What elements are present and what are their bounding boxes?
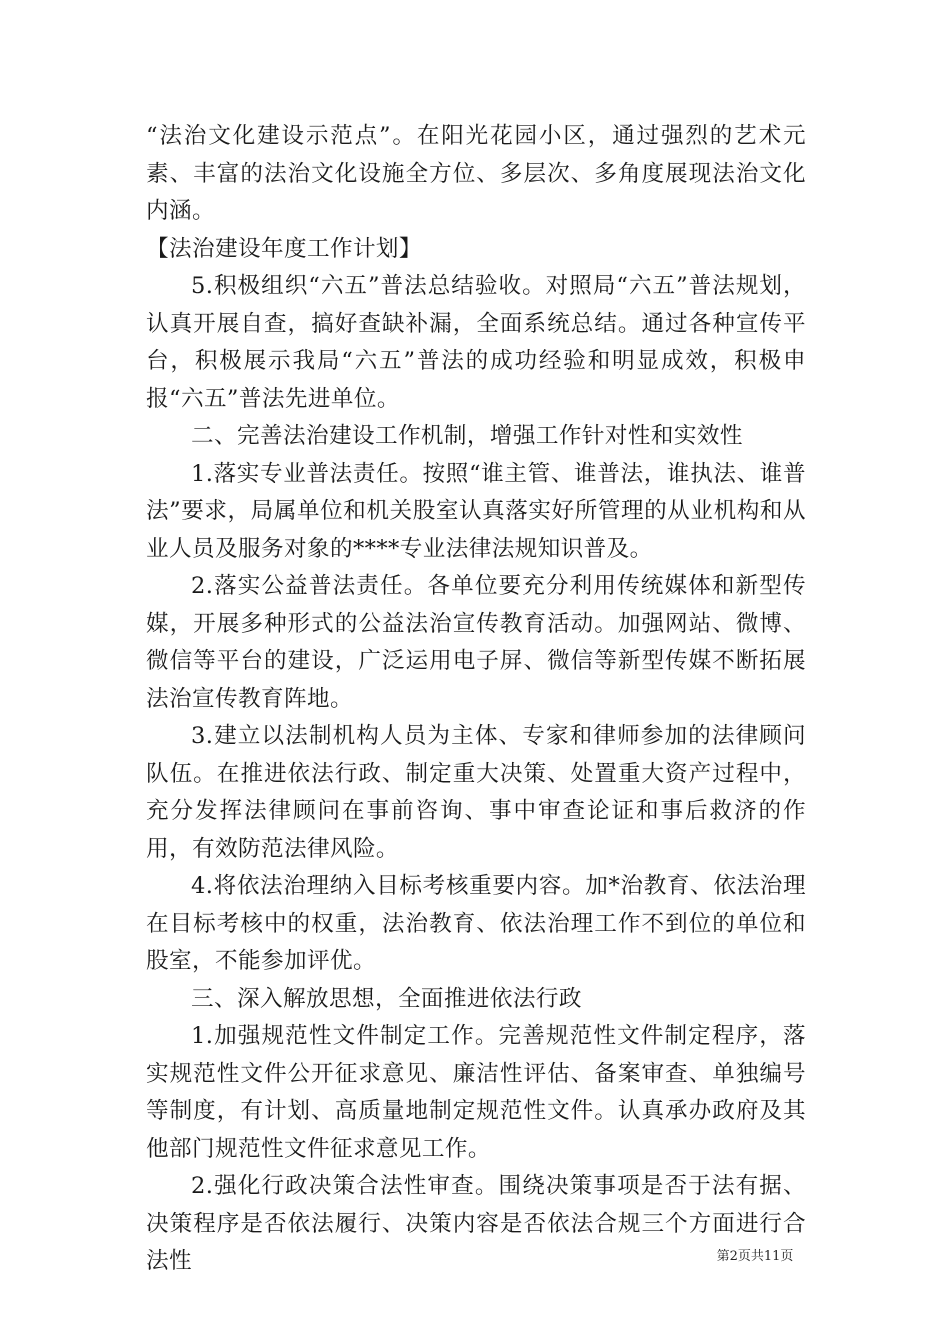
section-heading: 三、深入解放思想，全面推进依法行政 (191, 985, 582, 1012)
paragraph: 1.落实专业普法责任。按照“谁主管、谁普法，谁执法、谁普法”要求，局属单位和机关股室认真落实好所管理的从业机构和从业人员及服务对象的****专业法律法规知识普及。 (146, 460, 806, 562)
section-heading-bracket: 【法治建设年度工作计划】 (146, 235, 422, 262)
paragraph: 1.加强规范性文件制定工作。完善规范性文件制定程序，落实规范性文件公开征求意见、廉洁性评估、备案审查、单独编号等制度，有计划、高质量地制定规范性文件。认真承办政府及其他部门规范性文件征求意见工作。 (146, 1023, 806, 1162)
page-number-footer: 第2页共11页 (716, 1249, 794, 1264)
paragraph: 5.积极组织“六五”普法总结验收。对照局“六五”普法规划，认真开展自查，搞好查缺补漏，全面系统总结。通过各种宣传平台，积极展示我局“六五”普法的成功经验和明显成效，积极申报“六五”普法先进单位。 (146, 273, 806, 412)
paragraph: 2.强化行政决策合法性审查。围绕决策事项是否于法有据、决策程序是否依法履行、决策内容是否依法合规三个方面进行合法性 (146, 1173, 806, 1274)
paragraph: 2.落实公益普法责任。各单位要充分利用传统媒体和新型传媒，开展多种形式的公益法治宣传教育活动。加强网站、微博、微信等平台的建设，广泛运用电子屏、微信等新型传媒不断拓展法治宣传教育阵地。 (146, 573, 806, 712)
paragraph: 3.建立以法制机构人员为主体、专家和律师参加的法律顾问队伍。在推进依法行政、制定重大决策、处置重大资产过程中，充分发挥法律顾问在事前咨询、事中审查论证和事后救济的作用，有效防范法律风险。 (146, 723, 806, 862)
paragraph: 4.将依法治理纳入目标考核重要内容。加*治教育、依法治理在目标考核中的权重，法治教育、依法治理工作不到位的单位和股室，不能参加评优。 (146, 873, 806, 974)
section-heading: 二、完善法治建设工作机制，增强工作针对性和实效性 (191, 423, 743, 449)
paragraph: “法治文化建设示范点”。在阳光花园小区，通过强烈的艺术元素、丰富的法治文化设施全方位、多层次、多角度展现法治文化内涵。 (146, 123, 806, 224)
document-body (146, 118, 806, 1281)
